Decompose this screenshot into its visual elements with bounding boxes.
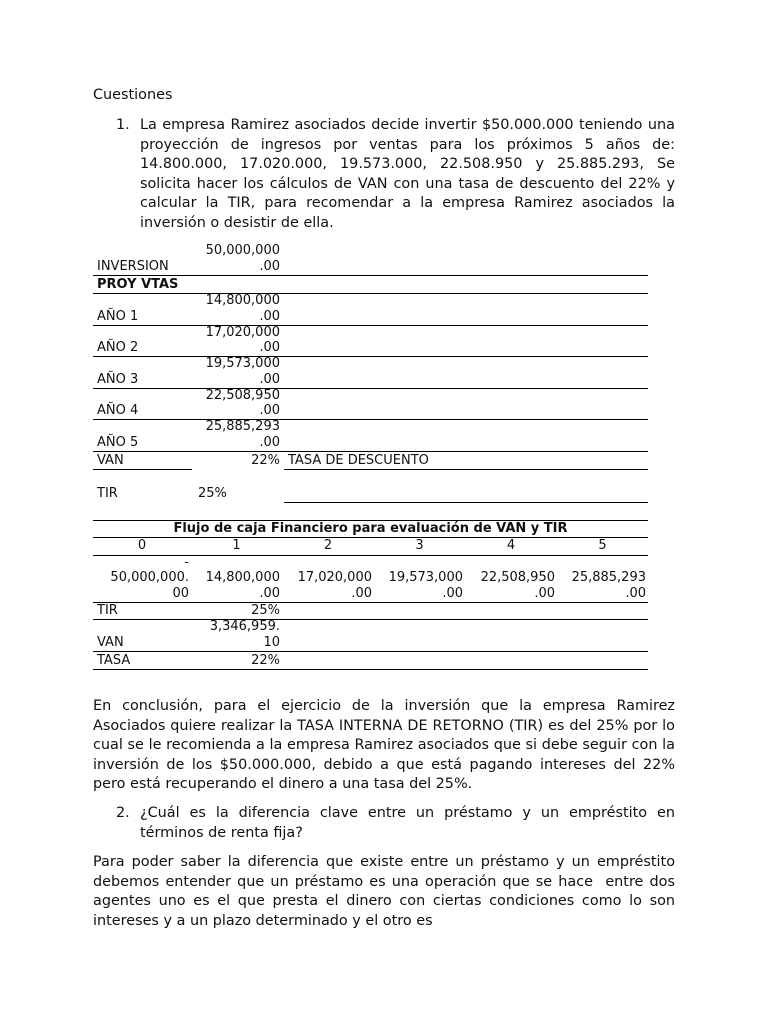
period-5-header: 5 bbox=[598, 538, 607, 553]
table2-tasa-value: 22% bbox=[251, 653, 280, 668]
period-1-header: 1 bbox=[232, 538, 241, 553]
table2-rule bbox=[93, 669, 648, 670]
table2-van-line2: 10 bbox=[263, 635, 280, 650]
year-3-label: AÑO 3 bbox=[97, 372, 139, 387]
table1-rule bbox=[93, 451, 648, 452]
table1-rule bbox=[93, 275, 648, 276]
flow-2-line2: .00 bbox=[351, 586, 372, 601]
proy-vtas-header: PROY VTAS bbox=[97, 277, 179, 292]
table2-rule bbox=[93, 602, 648, 603]
discount-rate-label: TASA DE DESCUENTO bbox=[288, 453, 429, 468]
flow-2-line1: 17,020,000 bbox=[297, 570, 372, 585]
year-3-value-line2: .00 bbox=[259, 372, 280, 387]
inversion-label: INVERSION bbox=[97, 259, 169, 274]
table1-rule bbox=[93, 388, 648, 389]
question-1-number: 1. bbox=[116, 117, 130, 133]
period-2-header: 2 bbox=[323, 538, 333, 553]
flow-3-line2: .00 bbox=[442, 586, 463, 601]
table2-van-label: VAN bbox=[97, 635, 124, 650]
flow-1-line2: .00 bbox=[259, 586, 280, 601]
flow-0-sign: - bbox=[184, 555, 189, 570]
table2-rule bbox=[93, 619, 648, 620]
year-5-label: AÑO 5 bbox=[97, 435, 139, 450]
flow-3-line1: 19,573,000 bbox=[388, 570, 463, 585]
flow-0-line2: 00 bbox=[172, 586, 189, 601]
flow-4-line1: 22,508,950 bbox=[480, 570, 555, 585]
year-3-value-line1: 19,573,000 bbox=[205, 356, 280, 371]
year-2-value-line2: .00 bbox=[259, 340, 280, 355]
flow-0-line1: 50,000,000. bbox=[110, 570, 189, 585]
discount-rate-value: 22% bbox=[251, 453, 280, 468]
year-2-value-line1: 17,020,000 bbox=[205, 325, 280, 340]
year-5-value-line2: .00 bbox=[259, 435, 280, 450]
table1-rule bbox=[93, 325, 648, 326]
question-2-text: ¿Cuál es la diferencia clave entre un préstamo y un empréstito en términos de renta fija? bbox=[140, 805, 675, 841]
inversion-value-line2: .00 bbox=[259, 259, 280, 274]
period-0-header: 0 bbox=[137, 538, 147, 553]
cash-flow-title: Flujo de caja Financiero para evaluación de VAN y TIR bbox=[173, 521, 568, 536]
section-heading: Cuestiones bbox=[93, 87, 173, 103]
table2-rule bbox=[93, 651, 648, 652]
flow-4-line2: .00 bbox=[534, 586, 555, 601]
year-4-label: AÑO 4 bbox=[97, 403, 139, 418]
table1-rule bbox=[284, 502, 648, 503]
year-1-value-line1: 14,800,000 bbox=[205, 293, 280, 308]
flow-1-line1: 14,800,000 bbox=[205, 570, 280, 585]
table1-rule bbox=[93, 293, 648, 294]
table2-van-line1: 3,346,959. bbox=[209, 619, 280, 634]
flow-5-line1: 25,885,293 bbox=[571, 570, 646, 585]
tir-label: TIR bbox=[97, 486, 118, 501]
period-4-header: 4 bbox=[506, 538, 516, 553]
table1-rule bbox=[93, 419, 648, 420]
year-1-label: AÑO 1 bbox=[97, 309, 139, 324]
period-3-header: 3 bbox=[415, 538, 424, 553]
van-input-line bbox=[93, 469, 192, 470]
flow-5-line2: .00 bbox=[625, 586, 646, 601]
year-2-label: AÑO 2 bbox=[97, 340, 139, 355]
inversion-value-line1: 50,000,000 bbox=[205, 243, 280, 258]
table1-rule bbox=[93, 356, 648, 357]
table2-tir-value: 25% bbox=[251, 603, 280, 618]
year-4-value-line1: 22,508,950 bbox=[205, 388, 280, 403]
table2-tasa-label: TASA bbox=[97, 653, 131, 668]
year-1-value-line2: .00 bbox=[259, 309, 280, 324]
question-1-text: La empresa Ramirez asociados decide invertir $50.000.000 teniendo una proyección de ingresos por ventas para los próximos 5 años de: 14.800.000, 17.020.000, 19.573.000, 22.508.950 y 25.885.293, Se solicita hacer los cálculos de VAN con una tasa de descuento del 22% y calcular la TIR, para recomendar a la empresa Ramirez asociados la inversión o desistir de ella. bbox=[140, 117, 675, 231]
question-2-number: 2. bbox=[116, 805, 130, 821]
year-5-value-line1: 25,885,293 bbox=[205, 419, 280, 434]
tir-value: 25% bbox=[198, 486, 227, 501]
answer-2-paragraph: Para poder saber la diferencia que existe entre un préstamo y un empréstito debemos entender que un préstamo es una operación que se hace entre dos agentes uno es el que presta el dinero con ciertas condiciones como lo son intereses y a un plazo determinado y el otro es bbox=[93, 854, 680, 929]
table2-tir-label: TIR bbox=[97, 603, 118, 618]
conclusion-paragraph: En conclusión, para el ejercicio de la inversión que la empresa Ramirez Asociados quiere realizar la TASA INTERNA DE RETORNO (TIR) es del 25% por lo cual se le recomienda a la empresa Ramirez asociados que si debe seguir con la inversión de los $50.000.000, debido a que está pagando intereses del 22% pero está recuperando el dinero a una tasa del 25%. bbox=[93, 698, 675, 792]
year-4-value-line2: .00 bbox=[259, 403, 280, 418]
table1-rule bbox=[284, 469, 648, 470]
van-label: VAN bbox=[97, 453, 124, 468]
